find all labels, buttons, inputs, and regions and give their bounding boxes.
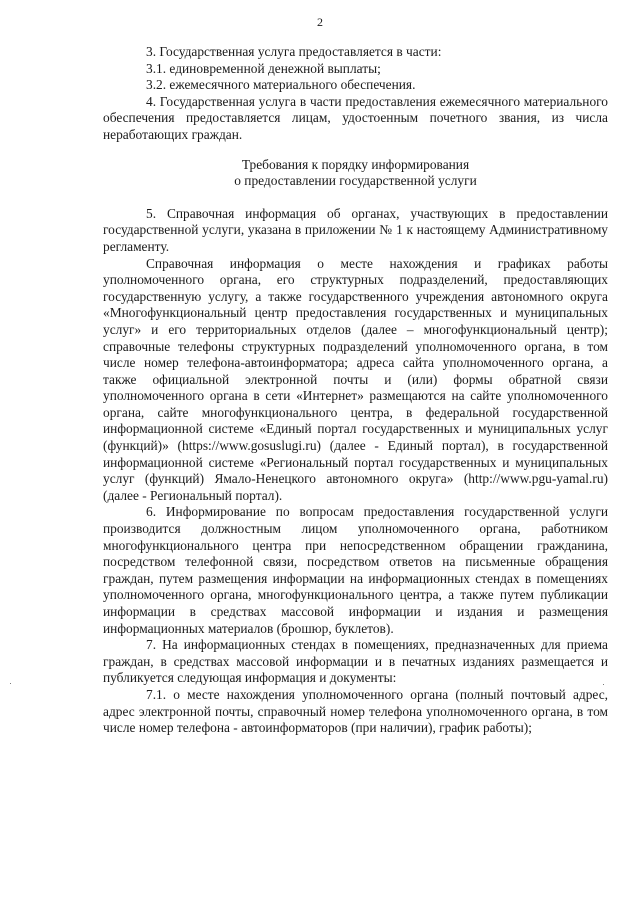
document-body bbox=[103, 44, 608, 737]
page-number: 2 bbox=[317, 15, 323, 29]
paragraph-7: 7. На информационных стендах в помещениях, предназначенных для приема граждан, в средствах массовой информации и в печатных изданиях размещается и публикуется следующая информация и документы: bbox=[103, 637, 608, 686]
clause-3-2: 3.2. ежемесячного материального обеспечения. bbox=[146, 77, 416, 93]
scan-speck bbox=[603, 684, 604, 685]
paragraph-6: 6. Информирование по вопросам предоставления государственной услуги производится должностным лицом уполномоченного органа, работником многофункционального центра при непосредственном обращении гражданина, посредством телефонной связи, посредством ответов на письменные обращения граждан, путем размещения информации на информационных стендах в помещениях уполномоченного органа, многофункционального центра, а также путем публикации информации в средствах массовой информации и издания и размещения информационных материалов (брошюр, буклетов). bbox=[103, 504, 608, 636]
paragraph-7-1: 7.1. о месте нахождения уполномоченного органа (полный почтовый адрес, адрес электронной почты, справочный номер телефона уполномоченного органа, в том числе номер телефона - автоинформаторов (при наличии), график работы); bbox=[103, 686, 608, 736]
section-title bbox=[103, 157, 608, 190]
section-title-line-2: о предоставлении государственной услуги bbox=[234, 173, 477, 189]
clause-3: 3. Государственная услуга предоставляется в части: bbox=[146, 44, 442, 59]
section-title-line-1: Требования к порядку информирования bbox=[241, 156, 470, 172]
clause-3-1: 3.1. единовременной денежной выплаты; bbox=[146, 60, 381, 76]
paragraph-5: 5. Справочная информация об органах, участвующих в предоставлении государственной услуги, указана в приложении № 1 к настоящему Административному регламенту. bbox=[103, 205, 608, 254]
scan-speck bbox=[10, 683, 11, 684]
paragraph-5-reference-info: Справочная информация о месте нахождения и графиках работы уполномоченного органа, его структурных подразделений, предоставляющих государственную услугу, а также государственного учреждения автономного округа «Многофункциональный центр предоставления государственных и муниципальных услуг» и его территориальных отделов (далее – многофункциональный центр); справочные телефоны структурных подразделений уполномоченного органа, в том числе номер телефона-автоинформатора; адреса сайта уполномоченного органа, а также официальной электронной почты и (или) формы обратной связи уполномоченного органа в сети «Интернет» размещаются на сайте уполномоченного органа, сайте многофункционального центра, в федеральной государственной информационной системе «Единый портал государственных и муниципальных услуг (функций)» (https://www.gosuslugi.ru) (далее - Единый портал), в государственной информационной системе «Региональный портал государственных и муниципальных услуг (функций) Ямало-Ненецкого автономного округа» (http://www.pgu-yamal.ru) (далее - Региональный портал). bbox=[103, 255, 608, 503]
clause-4: 4. Государственная услуга в части предоставления ежемесячного материального обеспечения предоставляется лицам, удостоенным почетного звания, из числа неработающих граждан. bbox=[103, 93, 608, 142]
